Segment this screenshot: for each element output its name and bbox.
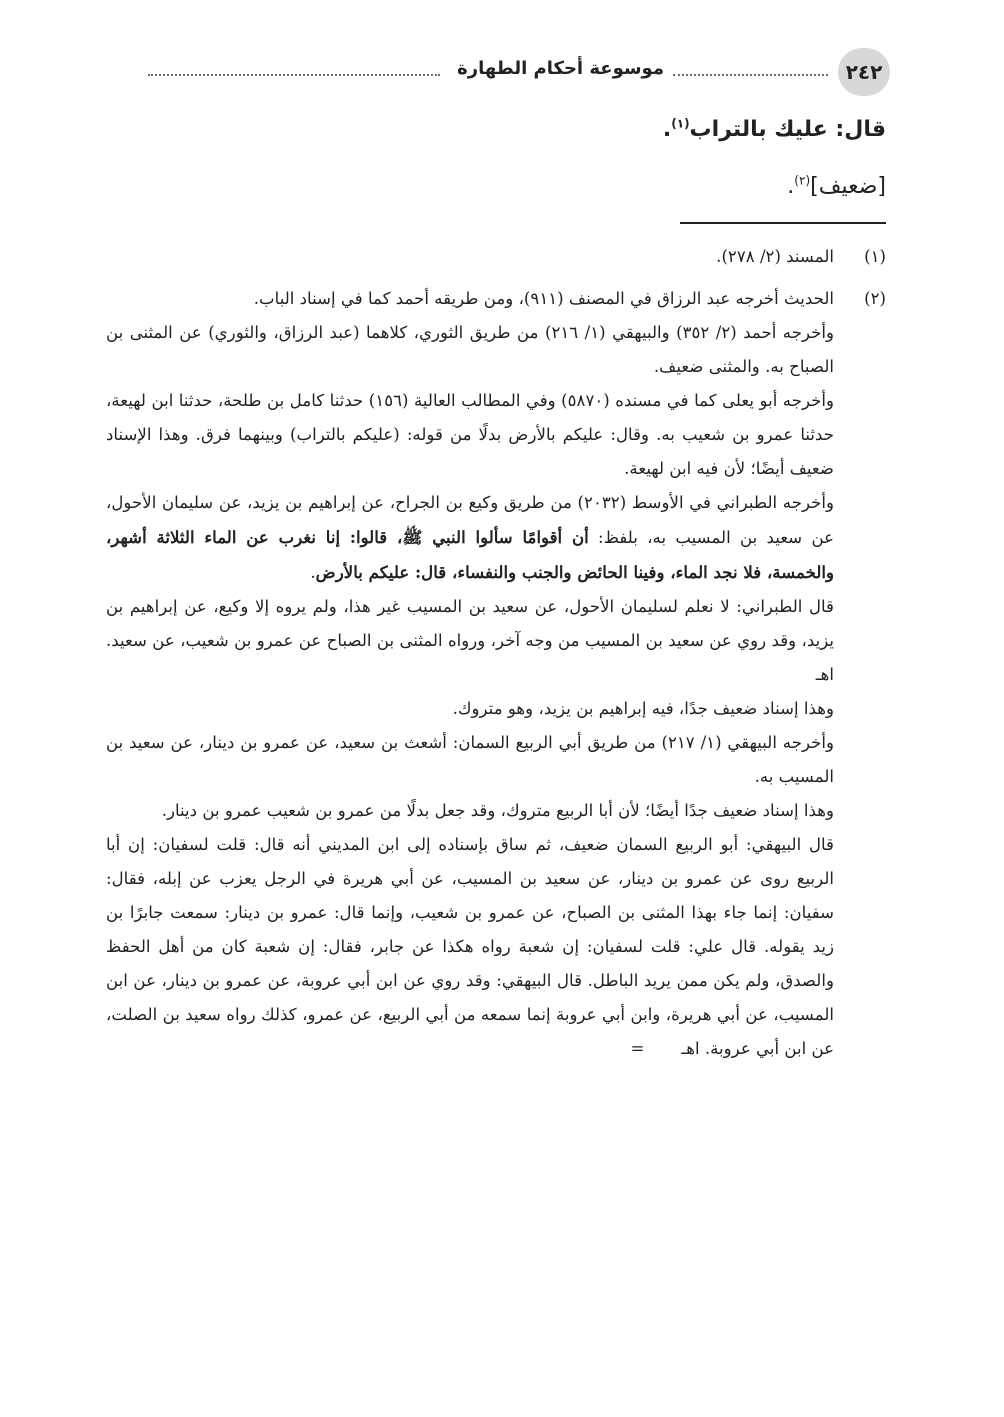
footnote-2-first-line: الحديث أخرجه عبد الرزاق في المصنف (٩١١)، ومن طريقه أحمد كما في إسناد الباب. (253, 289, 834, 308)
main-quote: قال: عليك بالتراب (689, 117, 886, 142)
main-text-line-1 (126, 115, 886, 145)
main-line-1-end: . (662, 117, 672, 142)
footnote-separator (680, 222, 886, 224)
footnote-2-paragraph: قال البيهقي: أبو الربيع السمان ضعيف، ثم ساق بإسناده إلى ابن المديني أنه قال: قلت لسفيان: إن أبا الربيع روى عن عمرو بن دينار، عن سعيد بن المسيب، عن أبي هريرة في الرجل يعزب عن إبله، فقال: سفيان: إنما جاء بهذا المثنى بن الصباح، عن عمرو بن شعيب، وإنما قال: عمرو بن دينار: سمعت جابرًا بن زيد يقوله. قال علي: قلت لسفيان: إن شعبة رواه هكذا عن جابر، فقال: إن شعبة كان من أهل الحفظ والصدق، ولم يكن ممن يريد الباطل. قال البيهقي: وقد روي عن ابن أبي عروبة، عن عمرو بن دينار، عن ابن المسيب، عن أبي هريرة، وابن أبي عروبة إنما سمعه من أبي الربيع، عن عمرو، كذلك رواه سعيد بن الصلت، عن ابن أبي عروبة. اهـ = (106, 835, 834, 1058)
footnote-ref-2[interactable]: (٢) (794, 173, 811, 188)
footnote-ref-1[interactable]: (١) (671, 116, 690, 131)
footnote-1 (106, 240, 886, 274)
footnote-2-paragraph: قال الطبراني: لا نعلم لسليمان الأحول، عن سعيد بن المسيب غير هذا، ولم يروه إلا وكيع، عن إبراهيم بن يزيد، وقد روي عن سعيد بن المسيب من وجه آخر، ورواه المثنى بن الصباح عن عمرو بن شعيب، عن سعيد. اهـ (106, 597, 834, 684)
footnote-2-paragraph: وهذا إسناد ضعيف جدًا أيضًا؛ لأن أبا الربيع متروك، وقد جعل بدلًا من عمرو بن شعيب عمرو بن دينار. (161, 801, 834, 820)
grading-label: [ضعيف] (810, 174, 886, 199)
header-dotted-leader-right (673, 74, 828, 76)
footnote-2 (106, 282, 886, 1066)
running-title: موسوعة أحكام الطهارة (451, 58, 670, 79)
continuation-mark: = (630, 1039, 645, 1058)
footnote-2-paragraph: وأخرجه أحمد (٢/ ٣٥٢) والبيهقي (١/ ٢١٦) من طريق الثوري، كلاهما (عبد الرزاق، والثوري) عن المثنى بن الصباح به. والمثنى ضعيف. (106, 323, 835, 376)
hadith-wording: أن أقوامًا سألوا النبي ﷺ، قالوا: إنا نغرب عن الماء الثلاثة أشهر، والخمسة، فلا نجد الماء، وفينا الحائض والجنب والنفساء، قال: عليكم بالأرض (106, 527, 834, 582)
main-line-2-end: . (787, 174, 795, 199)
footnote-2-paragraph: وأخرجه أبو يعلى كما في مسنده (٥٨٧٠) وفي المطالب العالية (١٥٦) حدثنا كامل بن طلحة، حدثنا ابن لهيعة، حدثنا عمرو بن شعيب به. وقال: عليكم بالأرض بدلًا من قوله: (عليكم بالتراب) وبينهما فرق. وهذا الإسناد ضعيف أيضًا؛ لأن فيه ابن لهيعة. (106, 391, 834, 478)
footnote-1-number: (١) (864, 247, 886, 266)
page-header (140, 48, 890, 96)
footnote-2-paragraph: وهذا إسناد ضعيف جدًا، فيه إبراهيم بن يزيد، وهو متروك. (452, 699, 834, 718)
footnote-2-paragraph: وأخرجه البيهقي (١/ ٢١٧) من طريق أبي الربيع السمان: أشعث بن سعيد، عن عمرو بن دينار، عن سعيد بن المسيب به. (106, 733, 834, 786)
header-dotted-leader-left (148, 74, 440, 76)
footnote-1-text: المسند (٢/ ٢٧٨). (716, 247, 834, 266)
main-text-line-2 (126, 172, 886, 202)
page-number: ٢٤٢ (838, 48, 890, 96)
footnote-2-paragraph: وأخرجه الطبراني في الأوسط (٢٠٣٢) من طريق وكيع بن الجراح، عن إبراهيم بن يزيد، عن سليمان الأحول، عن سعيد بن المسيب به، بلفظ: أن أقوامًا سألوا النبي ﷺ، قالوا: إنا نغرب عن الماء الثلاثة أشهر، والخمسة، فلا نجد الماء، وفينا الحائض والجنب والنفساء، قال: عليكم بالأرض. (106, 493, 835, 582)
footnote-2-number: (٢) (864, 289, 886, 308)
